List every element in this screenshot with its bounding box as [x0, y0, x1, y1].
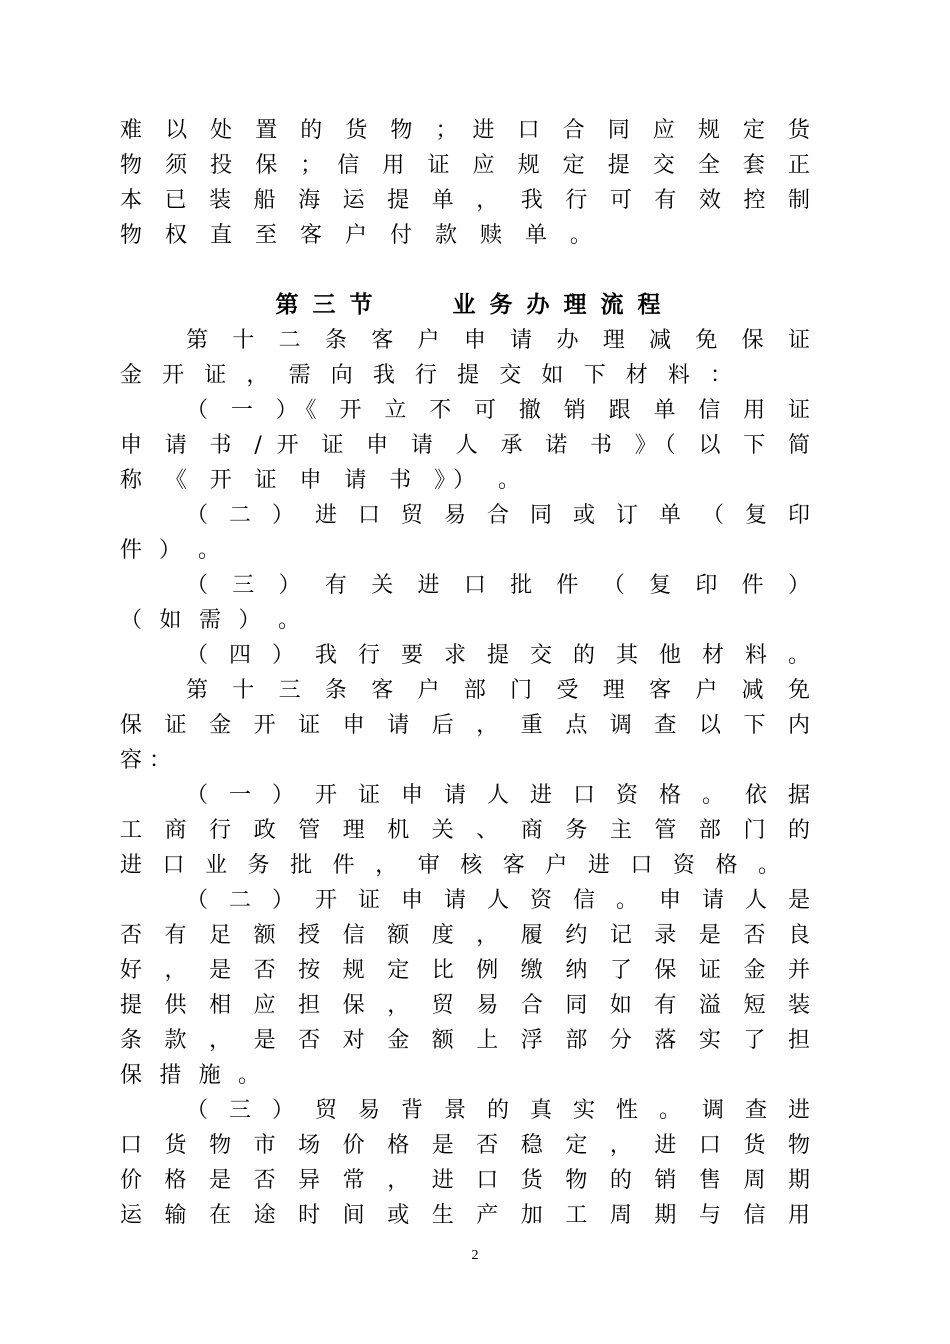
text-line: 运 输 在 途 时 间 或 生 产 加 工 周 期 与 信 用	[120, 1203, 810, 1228]
text-line: 提 供 相 应 担 保 ， 贸 易 合 同 如 有 溢 短 装	[120, 993, 810, 1018]
text-line: 价 格 是 否 异 常 ， 进 口 货 物 的 销 售 周 期	[120, 1168, 810, 1193]
text-line: 进 口 业 务 批 件 ， 审 核 客 户 进 口 资 格 。	[120, 853, 780, 878]
text-line: 件 ） 。	[120, 538, 220, 563]
text-line: 否 有 足 额 授 信 额 度 ， 履 约 记 录 是 否 良	[120, 923, 810, 948]
text-line: （ 如 需 ） 。	[120, 608, 300, 633]
article-12-heading: 第 十 二 条 客 户 申 请 办 理 减 免 保 证	[186, 328, 810, 353]
list-item-line: （ 三 ） 贸 易 背 景 的 真 实 性 。 调 查 进	[186, 1098, 810, 1123]
text-line: 工 商 行 政 管 理 机 关 、 商 务 主 管 部 门 的	[120, 818, 810, 843]
list-item-line: （ 三 ） 有 关 进 口 批 件 （ 复 印 件 ）	[186, 573, 810, 598]
text-line: 物 须 投 保 ； 信 用 证 应 规 定 提 交 全 套 正	[120, 153, 810, 178]
list-item-line: （ 四 ） 我 行 要 求 提 交 的 其 他 材 料 。	[186, 643, 810, 668]
article-13-heading: 第 十 三 条 客 户 部 门 受 理 客 户 减 免	[186, 678, 810, 703]
text-line: 申 请 书 / 开 证 申 请 人 承 诺 书 》（ 以 下 简	[120, 433, 810, 458]
text-line: 容 ：	[120, 748, 171, 773]
list-item-line: （ 一 ）《 开 立 不 可 撤 销 跟 单 信 用 证	[186, 398, 810, 423]
list-item-line: （ 二 ） 开 证 申 请 人 资 信 。 申 请 人 是	[186, 888, 810, 913]
text-line: 口 货 物 市 场 价 格 是 否 稳 定 ， 进 口 货 物	[120, 1133, 810, 1158]
text-line: 本 已 装 船 海 运 提 单 ， 我 行 可 有 效 控 制	[120, 188, 810, 213]
text-line: 保 证 金 开 证 申 请 后 ， 重 点 调 查 以 下 内	[120, 713, 810, 738]
text-line: 称 《 开 证 申 请 书 》） 。	[120, 468, 520, 493]
page-number: 2	[471, 1248, 479, 1263]
list-item-line: （ 一 ） 开 证 申 请 人 进 口 资 格 。 依 据	[186, 783, 810, 808]
text-line: 物 权 直 至 客 户 付 款 赎 单 。	[120, 223, 592, 248]
list-item-line: （ 二 ） 进 口 贸 易 合 同 或 订 单 （ 复 印	[186, 503, 810, 528]
text-line: 好 ， 是 否 按 规 定 比 例 缴 纳 了 保 证 金 并	[120, 958, 810, 983]
text-line: 金 开 证 ， 需 向 我 行 提 交 如 下 材 料 ：	[120, 363, 732, 388]
text-line: 保 措 施 。	[120, 1063, 260, 1088]
text-line: 难 以 处 置 的 货 物 ； 进 口 合 同 应 规 定 货	[120, 118, 810, 143]
text-line: 条 款 ， 是 否 对 金 额 上 浮 部 分 落 实 了 担	[120, 1028, 810, 1053]
section-heading: 第三节 业务办理流程	[275, 292, 675, 318]
